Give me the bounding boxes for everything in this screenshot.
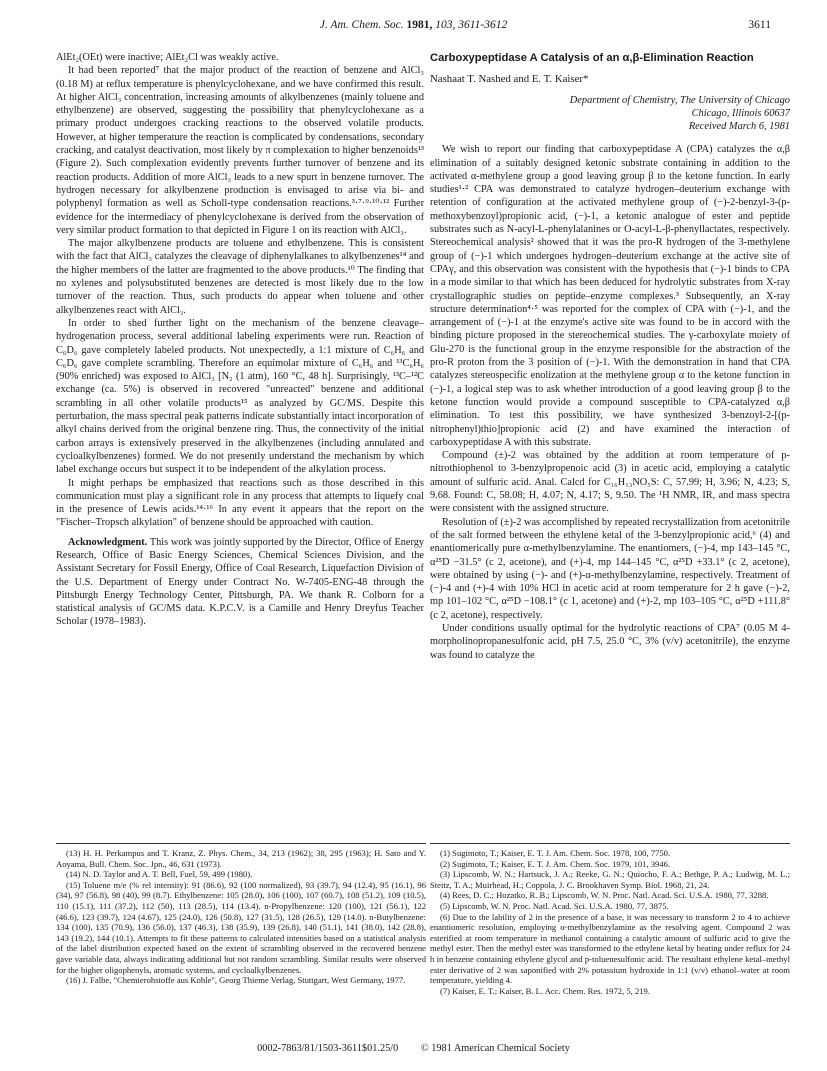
journal-year: 1981, xyxy=(406,19,433,31)
footnote: (13) H. H. Perkampus and T. Kranz, Z. Phys. Chem., 34, 213 (1962); 38, 295 (1963); H. Sato and Y. Aoyama, Bull. Chem. Soc. Jpn., 46, 631 (1973). xyxy=(56,848,426,869)
affiliation xyxy=(430,94,790,133)
journal-name: J. Am. Chem. Soc. xyxy=(319,19,404,31)
paragraph: It might perhaps be emphasized that reactions such as those described in this communication must play a significant role in any process that attempts to liquefy coal in the presence of Lewis acids.¹⁴·¹⁶ In any event it appears that the report on the "Fischer–Tropsch alkylation" of benzene should be approached with caution. xyxy=(56,477,424,529)
footnote: (15) Toluene m/e (% rel intensity): 91 (86.6), 92 (100 normalized), 93 (39.7), 94 (12.4), 95 (16.1), 96 (34), 97 (56.8), 98 (40), 99 (8.7). Ethylbenzene: 105 (28.0), 106 (100), 107 (60.7), 108 (51.2), 109 (10.5), 110 (15.1), 111 (37.2), 112 (50), 113 (28.5), 114 (13.4). n-Propylbenzene: 120 (100), 121 (56.1), 122 (46.6), 123 (39.7), 124 (4.67), 125 (24.0), 126 (50.8), 127 (31.5), 128 (26.5), 129 (14.0). n-Butylbenzene: 134 (100), 135 (70.9), 136 (56.0), 137 (46.3), 138 (35.9), 139 (26.8), 140 (51.1), 141 (38.0), 142 (28.8), 143 (19.2), 144 (10.1). Attempts to fit these patterns to calculated intensities based on a statistical analysis of the label distribution expected based on the extent of scrambling observed in the recovered benzene gave variable data, always indicating additional but not random scrambling. Similar results were observed for the higher oligophenyls, aromatic systems, and cycloalkylbenzenes. xyxy=(56,879,426,975)
page-number: 3611 xyxy=(748,19,771,31)
footnote: (14) N. D. Taylor and A. T. Bell, Fuel, 59, 499 (1980). xyxy=(66,869,253,880)
acknowledgment xyxy=(56,536,424,629)
paragraph: The major alkylbenzene products are toluene and ethylbenzene. This is consistent with the fact that AlCl₃ catalyzes the cleavage of diphenylalkanes to alkylbenzenes¹⁴ and the higher members of the latter are fragmented to the above products.¹⁰ The finding that no xylenes and polysubstituted benzenes are detected is most likely due to the low turnover of the reaction. Thus, such products do appear when toluene and other alkylbenzenes react with AlCl₃. xyxy=(56,238,424,316)
affiliation-department: Department of Chemistry, The University of Chicago xyxy=(569,95,790,107)
paragraph: Resolution of (±)-2 was accomplished by repeated recrystallization from acetonitrile of the salt formed between the ethylene ketal of the 3-benzylpropionic acid,⁶ (4) and enantiomerically pure α-methylbenzylamine. The enantiomers, (−)-4, mp 143–145 °C, α²⁵D −31.5° (c 2, acetone), and (+)-4, mp 144–145 °C, α²⁵D +33.1° (c 2, acetone), were obtained by using (−)- and (+)-α-methylbenzylamine, respectively. Treatment of (−)-4 and (+)-4 with 10% HCl in acetic acid at room temperature for 2 h gave (−)-2, mp 101–102 °C, α²⁵D −108.1° (c 1, acetone) and (+)-2, mp 103–105 °C, α²⁵D +111.8° (c 2, acetone), respectively. xyxy=(430,516,790,621)
acknowledgment-text: This work was jointly supported by the Director, Office of Energy Research, Office of Basic Energy Sciences, Chemical Sciences Division, and the Assistant Secretary for Fossil Energy, Office of Coal Research, Liquefaction Division of the U.S. Department of Energy under Contract No. W-7405-ENG-48 through the Pittsburgh Energy Technology Center, Pittsburgh, PA. We thank R. Colborn for a statistical analysis of GC/MS data. K.P.C.V. is a Camille and Henry Dreyfus Teacher Scholar (1978–1983). xyxy=(56,536,424,628)
footnote: (6) Due to the lability of 2 in the presence of a base, it was necessary to transform 2 to 4 to achieve enantiomeric resolution, employing α-methylbenzylamine as the resolving agent. Compound 2 was esterified at room temperature in methanol containing a catalytic amount of sulfuric acid to give the methyl ester. Then the methyl ester was transformed to the ethylene ketal by heating under reflux for 24 h in benzene containing ethylene glycol and p-toluenesulfonic acid. The resultant ethylene ketal–methyl ester derivative of 2 was saponified with 2% potassium hydroxide in 1:1 (v/v) ethanol–water at room temperature, yielding 4. xyxy=(430,911,790,986)
article-code: 0002-7863/81/1503-3611$01.25/0 xyxy=(257,1043,399,1054)
paragraph: It had been reported⁷ that the major product of the reaction of benzene and AlCl₃ (0.18 M) at reflux temperature is phenylcyclohexane, and we have confirmed this result. At higher AlCl₃ concentration, increasing amounts of alkylbenzenes (mainly toluene and ethylbenzene) are observed, suggesting the possibility that phenylcyclohexane as a primary product undergoes cracking reactions to the observed volatile products. However, at higher temperature the reaction is complicated by condensations, secondary cracking, and catalyst deactivation, most likely by π complexation to higher benzenoids¹³ (Figure 2). Such complexation evidently prevents further turnover of benzene and its reaction products. Addition of more AlCl₃ leads to a new spurt in benzene turnover. The hydrogen necessary for alkylbenzene production is envisaged to arise via bi- and polyphenyl formation as well as Scholl-type condensation reactions.³·⁷·⁹·¹⁰·¹² Further evidence for the intermediacy of phenylcyclohexane is derived from the observation of very similar product formation to that depicted in Figure 1 on its reaction with AlCl₃. xyxy=(56,65,424,236)
paragraph: AlEt₂(OEt) were inactive; AlEt₂Cl was weakly active. xyxy=(56,52,279,63)
page-header xyxy=(56,19,771,35)
footnote-divider xyxy=(56,843,426,844)
footnote: (7) Kaiser, E. T.; Kaiser, B. L. Acc. Chem. Res. 1972, 5, 219. xyxy=(440,985,650,996)
footnote: (2) Sugimoto, T.; Kaiser, E. T. J. Am. Chem. Soc. 1979, 101, 3946. xyxy=(440,858,671,869)
article-title: Carboxypeptidase A Catalysis of an α,β-Elimination Reaction xyxy=(430,52,754,64)
copyright-notice: © 1981 American Chemical Society xyxy=(420,1043,570,1054)
paragraph: Under conditions usually optimal for the hydrolytic reactions of CPA⁷ (0.05 M 4-morpholinopropanesulfonic acid, pH 7.5, 25.0 °C, 3% (v/v) acetonitrile), the enzyme was found to catalyze the xyxy=(430,622,790,661)
left-footnotes xyxy=(56,848,426,986)
footnote: (1) Sugimoto, T.; Kaiser, E. T. J. Am. Chem. Soc. 1978, 100, 7750. xyxy=(440,848,671,858)
journal-volume-pages: 103, 3611-3612 xyxy=(435,19,508,31)
footnote: (5) Lipscomb, W. N. Proc. Natl. Acad. Sci. U.S.A. 1980, 77, 3875. xyxy=(440,900,669,911)
received-date: Received March 6, 1981 xyxy=(688,121,790,133)
affiliation-city: Chicago, Illinois 60637 xyxy=(691,108,790,120)
right-column xyxy=(430,51,790,662)
paragraph: Compound (±)-2 was obtained by the addition at room temperature of p-nitrothiophenol to 3-benzylpropenoic acid (3) in acetic acid, employing a catalytic amount of sulfuric acid. Anal. Calcd for C₁₆H₁₃NO₅S: C, 57.99; H, 3.96; N, 4.23; S, 9.68. Found: C, 58.08; H, 4.07; N, 4.17; S, 9.50. The ¹H NMR, IR, and mass spectra were consistent with the assigned structure. xyxy=(430,450,790,515)
footnote-divider xyxy=(430,843,790,844)
right-footnotes xyxy=(430,848,790,996)
acknowledgment-label: Acknowledgment. xyxy=(68,536,148,548)
footnote: (3) Lipscomb, W. N.; Hartsuck, J. A.; Reeke, G. N.; Quiocho, F. A.; Bethge, P. A.; Ludwig, M. L.; Steitz, T. A.; Muirhead, H.; Coppola, J. C. Brookhaven Symp. Biol. 1968, 21, 24. xyxy=(430,869,790,890)
page-footer xyxy=(0,1043,827,1054)
paragraph: We wish to report our finding that carboxypeptidase A (CPA) catalyzes the α,β elimination of a suitably designed ketonic substrate containing in addition to the activated α-methylene group a good leaving group β to the ketone function. In early studies¹·² CPA was demonstrated to catalyze hydrogen–deuterium exchange with retention of configuration at the activated methylene group of (−)-2-benzyl-3-(p-methoxybenzoyl)propionic acid, (−)-1, a ketonic analogue of ester and peptide substrates such as N-acyl-L-phenylalanines or O-acyl-L-β-phenyllactates, respectively. Stereochemical analysis² showed that it was the pro-R hydrogen of the 3-methylene group of (−)-1 which undergoes hydrogen–deuterium exchange at the active site of CPAγ, and this observation was consistent with the hypothesis that (−)-1 binds to CPA in a mode similar to that which has been deduced for hydrolytic substrates from X-ray crystallographic studies on peptide–enzyme complexes.³ Subsequently, an X-ray structure determination⁴·⁵ was reported for the complex of CPA with (−)-1, and the arrangement of (−)-1 at the enzyme's active site was found to be in accord with the binding picture proposed in the stereochemical studies. The γ-carboxylate moiety of Glu-270 is the functional group in the enzyme responsible for the abstraction of the pro-R proton from the 3 position of (−)-1. With the demonstration in hand that CPA catalyzes stereospecific enolization at the methylene group α to the ketone function in (−)-1, a logical step was to ask whether introduction of a good leaving group β to the ketone function would provide a compound susceptible to CPA-catalyzed α,β elimination. To test this possibility, we have synthesized 3-benzoyl-2-[(p-nitrophenyl)thio]propionic acid (2) and have examined the interaction of carboxypeptidase A with this substrate. xyxy=(430,144,790,448)
article-authors: Nashaat T. Nashed and E. T. Kaiser* xyxy=(430,73,589,85)
left-column xyxy=(56,51,424,629)
footnote: (16) J. Falbe, "Chemierohstoffe aus Kohle", Georg Thieme Verlag, Stuttgart, West Germany, 1977. xyxy=(66,975,406,986)
running-head xyxy=(56,19,771,31)
paragraph: In order to shed further light on the mechanism of the benzene cleavage–hydrogenation process, several additional labeling experiments were run. Reaction of C₆D₆ gave completely labeled products. Not unexpectedly, a 1:1 mixture of C₆H₆ and C₆D₆ gave complete scrambling. Therefore an equimolar mixture of C₆H₆ and ¹³C₆H₆ (90% enriched) was exposed to AlCl₃ [N₂ (1 atm), 160 °C, 48 h]. Surprisingly, ¹³C–¹²C exchange (ca. 5%) is observed in recovered "unreacted" benzene and additional scrambling in all other volatile products¹⁵ as analyzed by GC/MS. Despite this perturbation, the mass spectral peak patterns indicate substantially intact incorporation of alkyl chains derived from the original benzene ring. Thus, the connectivity of the initial carbon arrays is extensively preserved in the alkylbenzenes (including annulated and cycloalkylbenzenes) formed. We do not presently understand the mechanism by which label exchange occurs but suspect it to be independent of the alkylation process. xyxy=(56,317,424,476)
footnote: (4) Rees, D. C.; Hozatko, R. B.; Lipscomb, W. N. Proc. Natl. Acad. Sci. U.S.A. 1980, 77, 3288. xyxy=(440,890,769,901)
